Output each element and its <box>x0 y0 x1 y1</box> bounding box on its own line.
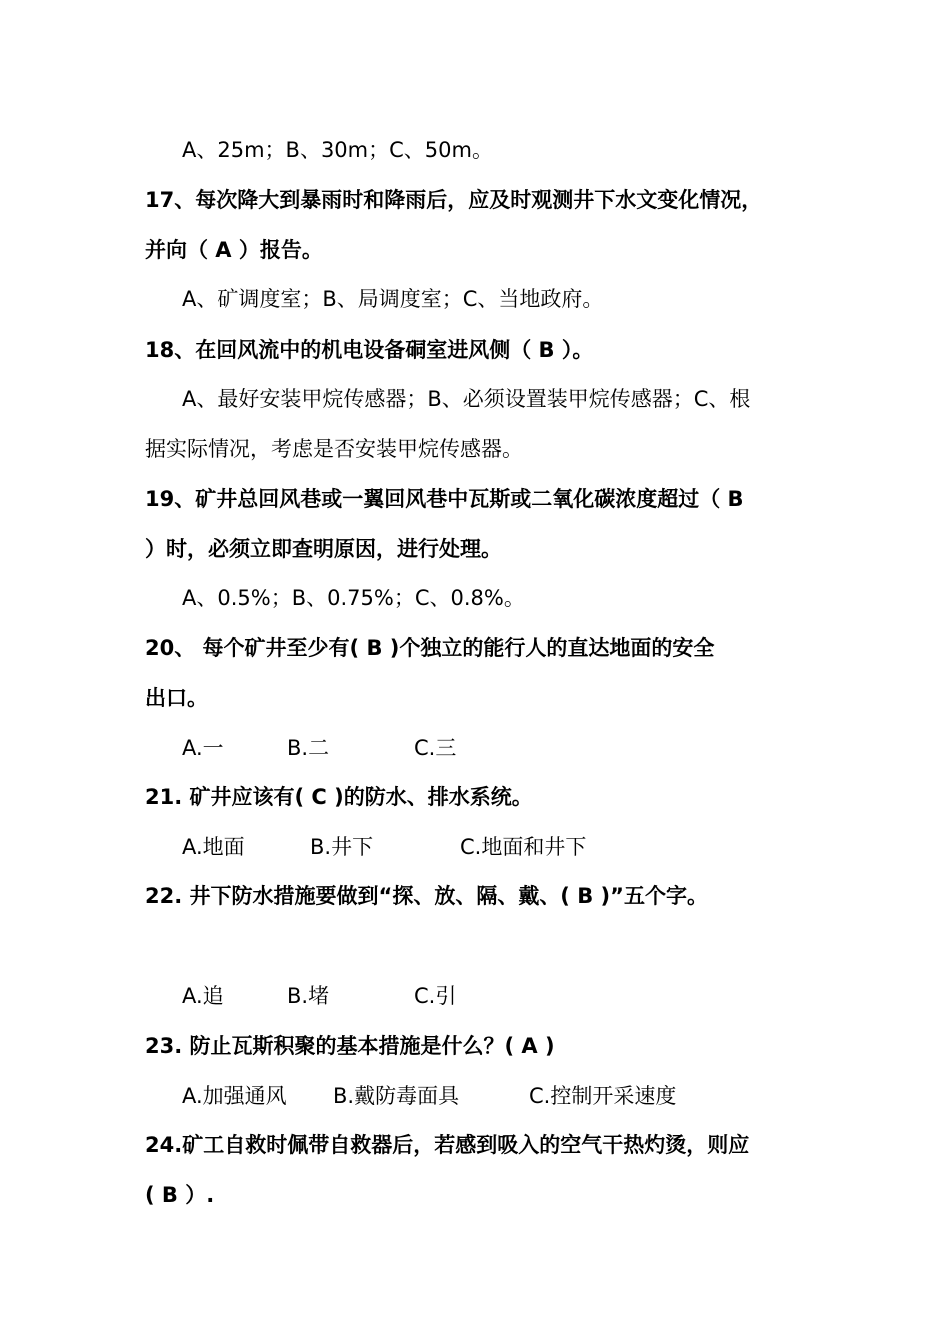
q22-option-c: C.引 <box>414 984 457 1008</box>
q17-text-cont: 并向（ A ）报告。 <box>145 238 323 262</box>
q22-option-a: A.追 <box>182 984 224 1008</box>
q24-text-cont: ( B ）. <box>145 1183 215 1207</box>
q23-text: 23. 防止瓦斯积聚的基本措施是什么？( A ) <box>145 1034 555 1058</box>
q20-option-a: A.一 <box>182 736 224 760</box>
q22-option-b: B.堵 <box>287 984 330 1008</box>
q23-option-a: A.加强通风 <box>182 1084 287 1108</box>
q18-text: 18、在回风流中的机电设备硐室进风侧（ B ）。 <box>145 338 594 362</box>
q22-text: 22. 井下防水措施要做到“探、放、隔、戴、( B )”五个字。 <box>145 884 708 908</box>
q17-text: 17、每次降大到暴雨时和降雨后，应及时观测井下水文变化情况， <box>145 188 763 212</box>
q23-option-c: C.控制开采速度 <box>529 1084 677 1108</box>
q24-text: 24.矿工自救时佩带自救器后，若感到吸入的空气干热灼烫，则应 <box>145 1133 750 1157</box>
q19-text: 19、矿井总回风巷或一翼回风巷中瓦斯或二氧化碳浓度超过（ B <box>145 487 744 511</box>
q20-text: 20、 每个矿井至少有( B )个独立的能行人的直达地面的安全 <box>145 636 715 660</box>
q18-options: A、最好安装甲烷传感器；B、必须设置装甲烷传感器；C、根 <box>182 387 751 411</box>
q21-option-b: B.井下 <box>310 835 374 859</box>
q21-option-a: A.地面 <box>182 835 245 859</box>
q20-option-c: C.三 <box>414 736 457 760</box>
q23-option-b: B.戴防毒面具 <box>333 1084 460 1108</box>
q17-options: A、矿调度室；B、局调度室；C、当地政府。 <box>182 287 604 311</box>
q21-option-c: C.地面和井下 <box>460 835 587 859</box>
q20-text-cont: 出口。 <box>145 686 208 710</box>
q16-options: A、25m；B、30m；C、50m。 <box>182 138 493 162</box>
q19-text-cont: ）时，必须立即查明原因，进行处理。 <box>145 537 502 561</box>
q20-option-b: B.二 <box>287 736 330 760</box>
q18-options-cont: 据实际情况，考虑是否安装甲烷传感器。 <box>145 437 523 461</box>
q19-options: A、0.5%；B、0.75%；C、0.8%。 <box>182 586 525 610</box>
q21-text: 21. 矿井应该有( C )的防水、排水系统。 <box>145 785 533 809</box>
